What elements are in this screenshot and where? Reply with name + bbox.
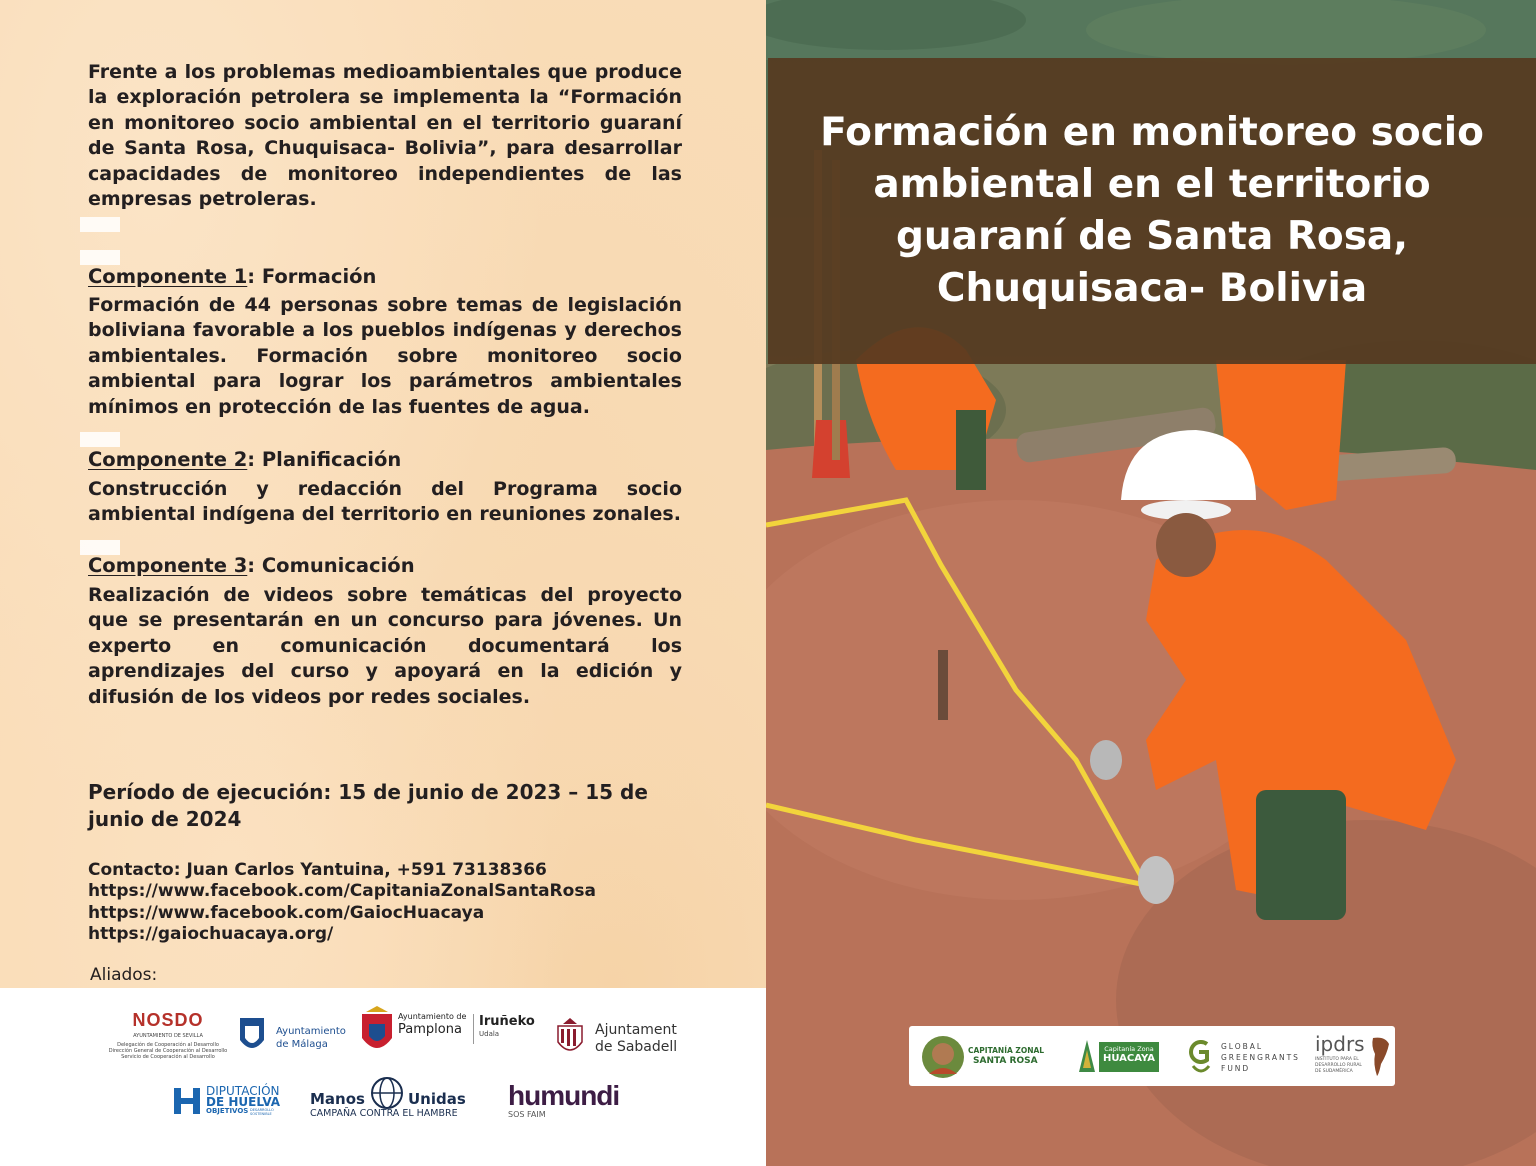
decorative-marker xyxy=(80,432,120,447)
allies-logos xyxy=(0,988,766,1166)
ipdrs-line: DE SUDAMÉRICA xyxy=(1315,1069,1353,1074)
ipdrs-wordmark: ipdrs xyxy=(1315,1032,1365,1056)
info-panel xyxy=(0,0,766,1166)
component-2-label: Componente 2 xyxy=(88,448,248,471)
partner-logos xyxy=(909,1026,1395,1086)
execution-period: Período de ejecución: 15 de junio de 2023 – 15 de junio de 2024 xyxy=(88,780,648,831)
pamplona-divider xyxy=(473,1014,474,1044)
contact-block xyxy=(88,860,682,945)
ipdrs-logo xyxy=(1313,1032,1393,1082)
sabadell-line: Ajuntament xyxy=(595,1022,677,1038)
title-box xyxy=(768,58,1536,364)
santa-rosa-line: SANTA ROSA xyxy=(973,1056,1038,1066)
intro-paragraph: Frente a los problemas medioambientales que produce la exploración petrolera se implementa la “Formación en monitoreo socio ambiental en el territorio guaraní de Santa Rosa, Chuquisaca- Bolivia”, para desarrollar capacidades de monitoreo independientes de las empresas petroleras. xyxy=(88,61,682,211)
huelva-h-icon xyxy=(172,1086,202,1116)
page-title: Formación en monitoreo socio ambiental en el territorio guaraní de Santa Rosa, Chuquisaca- Bolivia xyxy=(820,110,1484,311)
component-3-body: Realización de videos sobre temáticas del proyecto que se presentarán en un concurso para jóvenes. Un experto en comunicación documentará los aprendizajes del curso y apoyará en la edición y difusión de los videos por redes sociales. xyxy=(88,584,682,708)
component-1-heading xyxy=(88,264,682,290)
component-3-title: : Comunicación xyxy=(247,554,415,577)
contact-line: Contacto: Juan Carlos Yantuina, +591 73138366 xyxy=(88,860,547,880)
manos-line: Unidas xyxy=(408,1090,466,1108)
allies-label: Aliados: xyxy=(90,965,158,985)
manos-unidas-logo xyxy=(306,1074,480,1120)
capitania-huacaya-logo xyxy=(1077,1038,1161,1076)
facebook-santa-rosa-link[interactable]: https://www.facebook.com/CapitaniaZonalSantaRosa xyxy=(88,881,596,902)
manos-line: CAMPAÑA CONTRA EL HAMBRE xyxy=(310,1108,458,1119)
huelva-line: DESARROLLO SOSTENIBLE xyxy=(250,1108,274,1116)
pamplona-logo xyxy=(360,1006,540,1060)
decorative-marker xyxy=(80,250,120,265)
component-1-title: : Formación xyxy=(247,265,377,288)
gaioc-website-link[interactable]: https://gaiochuacaya.org/ xyxy=(88,923,334,944)
global-greengrants-logo xyxy=(1185,1036,1301,1076)
pamplona-line: Pamplona xyxy=(398,1022,462,1037)
humundi-logo xyxy=(508,1080,648,1124)
huacaya-line: HUACAYA xyxy=(1102,1053,1156,1064)
ipdrs-line: INSTITUTO PARA EL xyxy=(1315,1057,1359,1062)
nosdo-logo xyxy=(108,1010,228,1060)
sabadell-line: de Sabadell xyxy=(595,1039,678,1055)
nosdo-line: Dirección General de Cooperación al Desarrollo xyxy=(108,1048,228,1054)
sabadell-logo xyxy=(554,1018,694,1062)
manos-line: Manos xyxy=(310,1090,365,1108)
huelva-line: DIPUTACIÓN xyxy=(206,1084,280,1098)
humundi-wordmark: humundi xyxy=(508,1080,620,1111)
component-3-heading xyxy=(88,553,682,579)
photo-panel xyxy=(766,0,1536,1166)
huelva-line: DE HUELVA xyxy=(206,1095,281,1109)
huelva-line: OBJETIVOS xyxy=(206,1107,249,1115)
pamplona-line: Iruñeko xyxy=(479,1014,535,1029)
malaga-logo xyxy=(238,1016,358,1060)
nosdo-line: Servicio de Cooperación al Desarrollo xyxy=(121,1054,215,1060)
huacaya-line: Capitanía Zona xyxy=(1104,1045,1154,1053)
malaga-line: de Málaga xyxy=(276,1039,328,1050)
component-2-body: Construcción y redacción del Programa socio ambiental indígena del territorio en reuniones zonales. xyxy=(88,478,682,526)
component-1-label: Componente 1 xyxy=(88,265,248,288)
pamplona-line: Ayuntamiento de xyxy=(398,1012,467,1021)
ipdrs-line: DESARROLLO RURAL xyxy=(1315,1063,1362,1068)
malaga-shield-icon xyxy=(238,1016,266,1056)
nosdo-line: AYUNTAMIENTO DE SEVILLA xyxy=(133,1033,203,1039)
malaga-line: Ayuntamiento xyxy=(276,1026,346,1037)
ggf-line: GLOBAL xyxy=(1221,1042,1264,1051)
pamplona-line: Udala xyxy=(479,1030,500,1038)
nosdo-wordmark: NOSDO xyxy=(132,1010,204,1030)
globe-icon xyxy=(370,1076,404,1110)
humundi-line: SOS FAIM xyxy=(508,1110,546,1119)
decorative-marker xyxy=(80,217,120,232)
ggf-line: GREENGRANTS xyxy=(1221,1053,1300,1062)
component-2-title: : Planificación xyxy=(247,448,402,471)
south-america-map-icon xyxy=(1369,1034,1391,1078)
sabadell-shield-icon xyxy=(554,1018,586,1056)
greengrants-g-icon xyxy=(1185,1036,1213,1076)
component-3-label: Componente 3 xyxy=(88,554,248,577)
santa-rosa-portrait-icon xyxy=(921,1034,965,1080)
facebook-gaioc-link[interactable]: https://www.facebook.com/GaiocHuacaya xyxy=(88,902,485,923)
pamplona-shield-icon xyxy=(360,1006,394,1056)
component-1-body: Formación de 44 personas sobre temas de legislación boliviana favorable a los pueblos indígenas y derechos ambientales. Formación sobre monitoreo socio ambiental para lograr los parámetros ambientales mínimos en protección de las fuentes de agua. xyxy=(88,294,682,418)
huelva-logo xyxy=(172,1084,292,1118)
huacaya-emblem-icon xyxy=(1077,1038,1097,1074)
huacaya-badge xyxy=(1099,1042,1159,1072)
component-2-heading xyxy=(88,447,682,473)
capitania-santa-rosa-logo xyxy=(921,1034,1061,1080)
santa-rosa-line: CAPITANÍA ZONAL xyxy=(968,1046,1045,1055)
nosdo-line: Delegación de Cooperación al Desarrollo xyxy=(117,1042,219,1048)
ggf-line: FUND xyxy=(1221,1064,1251,1073)
